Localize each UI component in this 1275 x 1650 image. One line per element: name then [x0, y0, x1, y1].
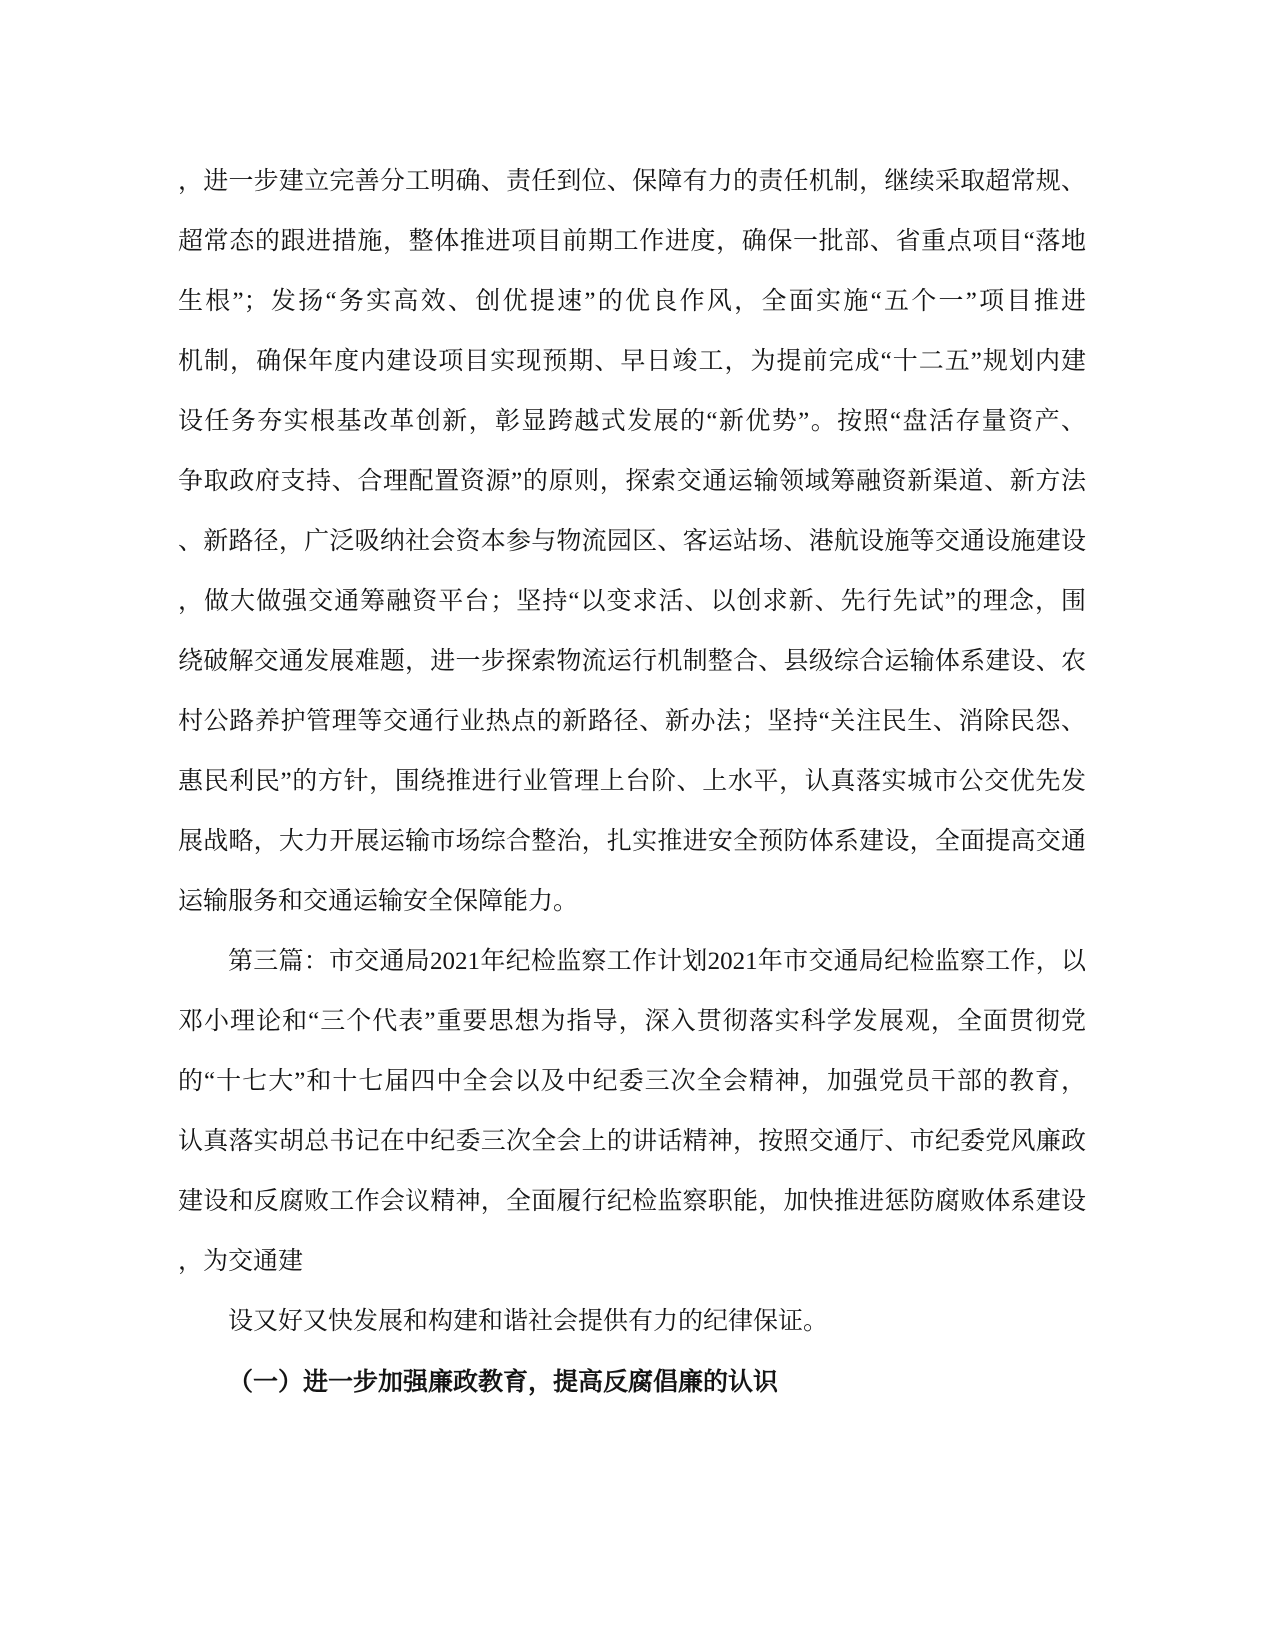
- text-line: 、新路径，广泛吸纳社会资本参与物流园区、客运站场、港航设施等交通设施建设: [178, 528, 1086, 555]
- text-line: ，进一步建立完善分工明确、责任到位、保障有力的责任机制，继续采取超常规、: [178, 168, 1086, 195]
- text-line: 建设和反腐败工作会议精神，全面履行纪检监察职能，加快推进惩防腐败体系建设: [178, 1188, 1086, 1215]
- text-line: ，为交通建: [178, 1248, 304, 1275]
- body-paragraph-continuation: [178, 152, 1086, 932]
- text-line: 展战略，大力开展运输市场综合整治，扎实推进安全预防体系建设，全面提高交通: [178, 828, 1086, 855]
- body-paragraph-guarantee: [178, 1292, 1086, 1352]
- document-body: [178, 152, 1086, 1412]
- text-line: 超常态的跟进措施，整体推进项目前期工作进度，确保一批部、省重点项目“落地: [178, 228, 1086, 255]
- text-line: 争取政府支持、合理配置资源”的原则，探索交通运输领域筹融资新渠道、新方法: [178, 468, 1086, 495]
- body-paragraph-third-part: [178, 932, 1086, 1292]
- text-line: 村公路养护管理等交通行业热点的新路径、新办法；坚持“关注民生、消除民怨、: [178, 708, 1086, 735]
- text-line: 的“十七大”和十七届四中全会以及中纪委三次全会精神，加强党员干部的教育，: [178, 1068, 1086, 1095]
- section-heading: [178, 1352, 1086, 1412]
- text-line: 机制，确保年度内建设项目实现预期、早日竣工，为提前完成“十二五”规划内建: [178, 348, 1086, 375]
- text-line: 惠民利民”的方针，围绕推进行业管理上台阶、上水平，认真落实城市公交优先发: [178, 768, 1086, 795]
- text-line: 设又好又快发展和构建和谐社会提供有力的纪律保证。: [228, 1308, 829, 1335]
- text-line: 认真落实胡总书记在中纪委三次全会上的讲话精神，按照交通厅、市纪委党风廉政: [178, 1128, 1086, 1155]
- text-line: 运输服务和交通运输安全保障能力。: [178, 888, 579, 915]
- text-line: 邓小理论和“三个代表”重要思想为指导，深入贯彻落实科学发展观，全面贯彻党: [178, 1008, 1086, 1035]
- text-line: 生根”；发扬“务实高效、创优提速”的优良作风，全面实施“五个一”项目推进: [178, 288, 1086, 315]
- text-line: 绕破解交通发展难题，进一步探索物流运行机制整合、县级综合运输体系建设、农: [178, 648, 1086, 675]
- text-line: 第三篇：市交通局2021年纪检监察工作计划2021年市交通局纪检监察工作，以: [228, 948, 1086, 975]
- section-heading-line: （一）进一步加强廉政教育，提高反腐倡廉的认识: [228, 1368, 779, 1396]
- text-line: 设任务夯实根基改革创新，彰显跨越式发展的“新优势”。按照“盘活存量资产、: [178, 408, 1086, 435]
- text-line: ，做大做强交通筹融资平台；坚持“以变求活、以创求新、先行先试”的理念，围: [178, 588, 1086, 615]
